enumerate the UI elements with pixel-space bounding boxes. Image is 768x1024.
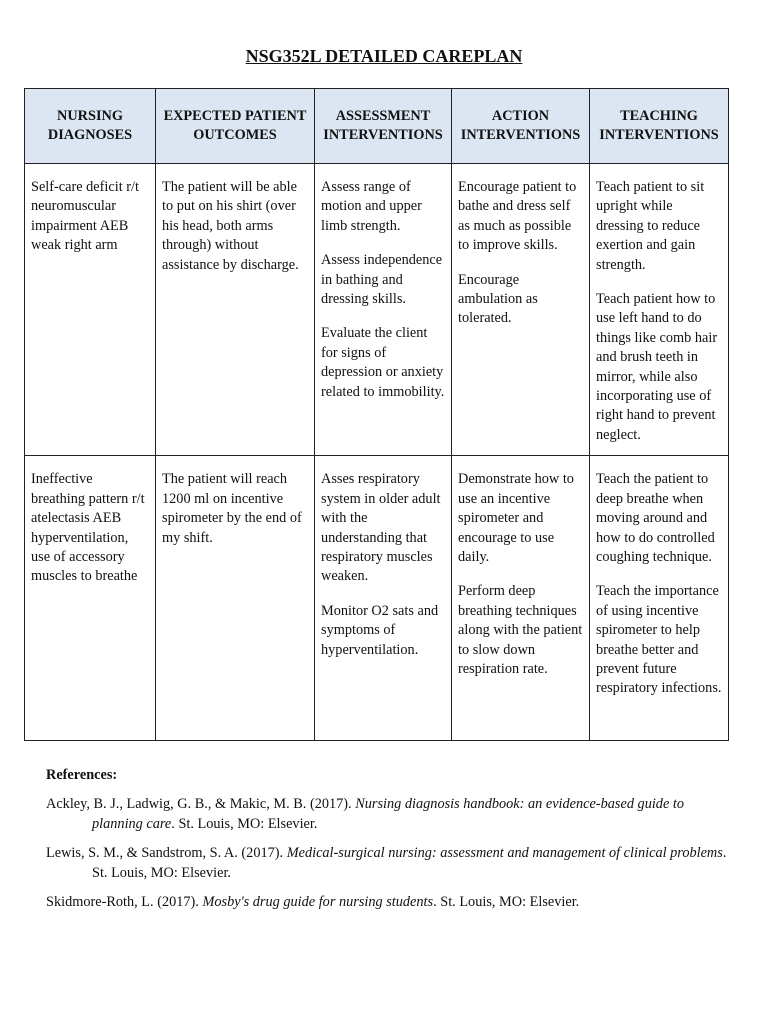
cell-paragraph: Monitor O2 sats and symptoms of hyperventilation. xyxy=(321,602,439,658)
cell-teaching xyxy=(590,456,729,741)
cell-paragraph: Evaluate the client for signs of depression or anxiety related to immobility. xyxy=(321,325,445,400)
cell-paragraph: Demonstrate how to use an incentive spirometer and encourage to use daily. xyxy=(458,471,574,565)
header-action-interventions: ACTION INTERVENTIONS xyxy=(452,89,590,164)
cell-assessment xyxy=(315,456,452,741)
cell-paragraph: Teach patient to sit upright while dressing to reduce exertion and gain strength. xyxy=(596,179,705,273)
header-nursing-diagnoses: NURSING DIAGNOSES xyxy=(25,89,156,164)
cell-assessment xyxy=(315,164,452,456)
reference-publisher: . St. Louis, MO: Elsevier. xyxy=(433,894,580,911)
cell-paragraph: Encourage patient to bathe and dress self as much as possible to improve skills. xyxy=(458,179,577,254)
cell-action xyxy=(452,164,590,456)
table-row xyxy=(25,164,729,456)
reference-book-title: Nursing diagnosis handbook: an evidence-based guide to planning care xyxy=(92,796,684,832)
reference-authors: Lewis, S. M., & Sandstrom, S. A. (2017). xyxy=(46,845,287,862)
header-teaching-interventions: TEACHING INTERVENTIONS xyxy=(590,89,729,164)
references-heading: References: xyxy=(46,767,118,783)
table-header-row xyxy=(25,89,729,164)
cell-paragraph: Encourage ambulation as tolerated. xyxy=(458,271,538,327)
header-assessment-interventions: ASSESSMENT INTERVENTIONS xyxy=(315,89,452,164)
reference-authors: Ackley, B. J., Ladwig, G. B., & Makic, M. B. (2017). xyxy=(46,796,356,813)
cell-paragraph: The patient will reach 1200 ml on incentive spirometer by the end of my shift. xyxy=(162,471,302,546)
cell-outcome xyxy=(156,164,315,456)
header-expected-outcomes: EXPECTED PATIENT OUTCOMES xyxy=(156,89,315,164)
reference-publisher: . St. Louis, MO: Elsevier. xyxy=(92,845,727,881)
table-row xyxy=(25,456,729,741)
cell-paragraph: Ineffective breathing pattern r/t atelectasis AEB hyperventilation, use of accessory muscles to breathe xyxy=(31,471,145,585)
cell-paragraph: The patient will be able to put on his shirt (over his head, both arms through) without assistance by discharge. xyxy=(162,179,299,273)
cell-action xyxy=(452,456,590,741)
cell-paragraph: Teach the patient to deep breathe when moving around and how to do controlled coughing technique. xyxy=(596,471,715,565)
cell-paragraph: Teach the importance of using incentive spirometer to help breathe better and prevent future respiratory infections. xyxy=(596,583,722,697)
cell-paragraph: Asses respiratory system in older adult with the understanding that respiratory muscles weaken. xyxy=(321,471,441,585)
cell-paragraph: Assess independence in bathing and dressing skills. xyxy=(321,252,443,308)
cell-diagnosis xyxy=(25,164,156,456)
reference-authors: Skidmore-Roth, L. (2017). xyxy=(46,894,203,911)
cell-paragraph: Teach patient how to use left hand to do things like comb hair and brush teeth in mirror, while also incorporating use of right hand to prevent neglect. xyxy=(596,291,718,443)
cell-diagnosis xyxy=(25,456,156,741)
references-section xyxy=(46,766,736,922)
reference-entry xyxy=(46,795,736,834)
cell-outcome xyxy=(156,456,315,741)
reference-book-title: Mosby's drug guide for nursing students xyxy=(202,894,434,911)
reference-entry xyxy=(46,844,736,883)
cell-paragraph: Assess range of motion and upper limb strength. xyxy=(321,179,422,234)
cell-paragraph: Self-care deficit r/t neuromuscular impairment AEB weak right arm xyxy=(31,179,139,254)
cell-paragraph: Perform deep breathing techniques along with the patient to slow down respiration rate. xyxy=(458,583,583,677)
reference-book-title: Medical-surgical nursing: assessment and management of clinical problems xyxy=(286,845,723,862)
careplan-table xyxy=(24,88,729,741)
document-title: NSG352L DETAILED CAREPLAN xyxy=(245,46,523,66)
reference-publisher: . St. Louis, MO: Elsevier. xyxy=(171,815,318,832)
reference-entry xyxy=(46,893,736,912)
cell-teaching xyxy=(590,164,729,456)
